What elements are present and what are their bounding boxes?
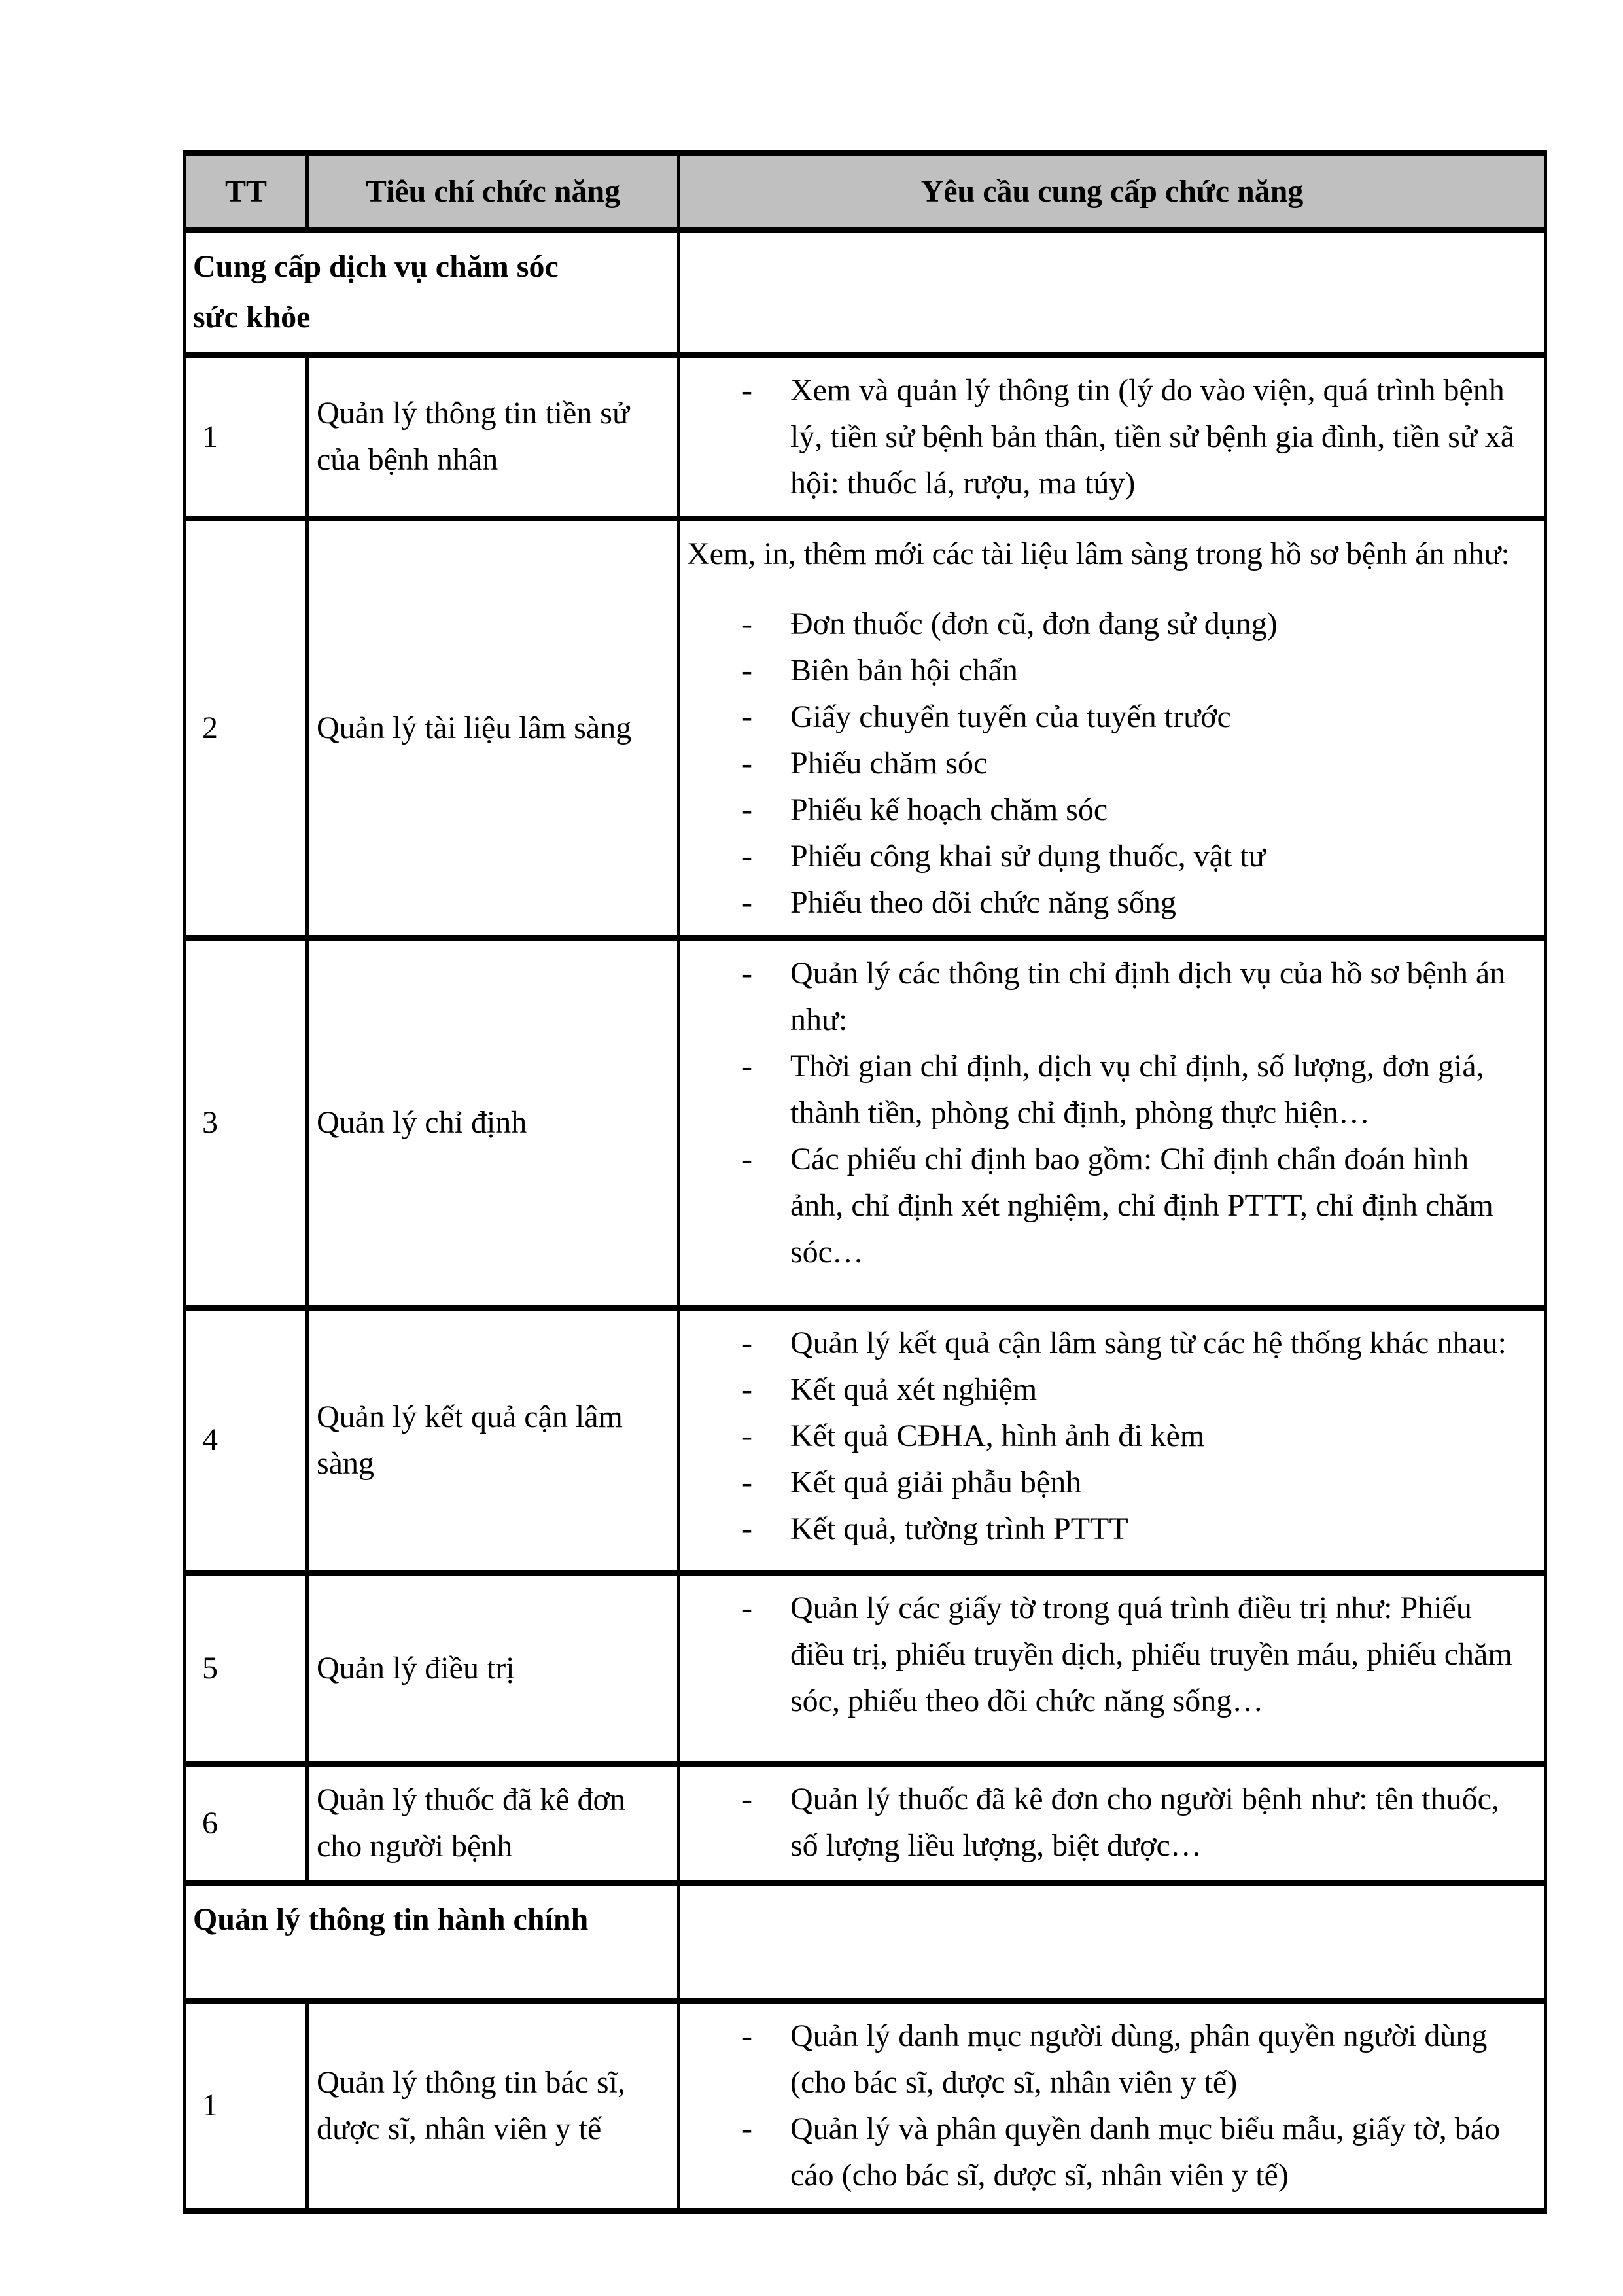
bullet-list [687, 1776, 1518, 1869]
bullet-text: Phiếu chăm sóc [790, 745, 988, 781]
criteria-cell: Quản lý chỉ định [307, 938, 679, 1307]
criteria-cell: Quản lý tài liệu lâm sàng [307, 518, 679, 938]
row-number: 5 [185, 1572, 307, 1763]
bullet-text: Giấy chuyển tuyến của tuyến trước [790, 699, 1231, 734]
bullet-text: Đơn thuốc (đơn cũ, đơn đang sử dụng) [790, 606, 1278, 641]
criteria-cell: Quản lý thuốc đã kê đơn cho người bệnh [307, 1763, 679, 1882]
bullet-item [687, 694, 1518, 740]
bullet-marker: - [742, 1049, 752, 1084]
requirement-cell [679, 1307, 1546, 1572]
bullet-list [687, 601, 1518, 926]
bullet-item [687, 2106, 1518, 2199]
bullet-marker: - [742, 792, 752, 827]
bullet-marker: - [742, 1511, 752, 1547]
bullet-marker: - [742, 1781, 752, 1816]
requirement-cell [679, 2000, 1546, 2210]
bullet-text: Quản lý thuốc đã kê đơn cho người bệnh như: tên thuốc, số lượng liều lượng, biệt dược… [790, 1781, 1499, 1863]
row-number: 4 [185, 1307, 307, 1572]
bullet-marker: - [742, 1142, 752, 1177]
bullet-list [687, 1320, 1518, 1552]
header-cell-tt: TT [185, 154, 307, 230]
table-row [185, 938, 1546, 1307]
criteria-cell: Quản lý điều trị [307, 1572, 679, 1763]
bullet-text: Kết quả giải phẫu bệnh [790, 1465, 1082, 1500]
bullet-item [687, 601, 1518, 647]
section-row-healthcare-services [185, 230, 1546, 355]
row-number: 2 [185, 518, 307, 938]
bullet-item [687, 1043, 1518, 1136]
section-label: Cung cấp dịch vụ chăm sóc sức khỏe [185, 230, 679, 355]
bullet-item [687, 1413, 1518, 1459]
bullet-marker: - [742, 699, 752, 734]
bullet-marker: - [742, 885, 752, 920]
section-empty-cell [679, 230, 1546, 355]
bullet-text: Quản lý kết quả cận lâm sàng từ các hệ thống khác nhau: [790, 1325, 1507, 1360]
bullet-text: Quản lý và phân quyền danh mục biểu mẫu, giấy tờ, báo cáo (cho bác sĩ, dược sĩ, nhân viên y tế) [790, 2111, 1501, 2193]
bullet-list [687, 950, 1518, 1275]
bullet-marker: - [742, 838, 752, 874]
bullet-text: Phiếu kế hoạch chăm sóc [790, 792, 1108, 827]
bullet-list [687, 367, 1518, 506]
bullet-item [687, 367, 1518, 506]
bullet-text: Thời gian chỉ định, dịch vụ chỉ định, số lượng, đơn giá, thành tiền, phòng chỉ định, phòng thực hiện… [790, 1049, 1484, 1131]
row-number: 3 [185, 938, 307, 1307]
table-row [185, 1572, 1546, 1763]
bullet-item [687, 740, 1518, 786]
bullet-item [687, 833, 1518, 879]
bullet-item [687, 1320, 1518, 1366]
bullet-item [687, 1776, 1518, 1869]
bullet-item [687, 1136, 1518, 1275]
bullet-text: Kết quả xét nghiệm [790, 1371, 1038, 1407]
requirement-intro: Xem, in, thêm mới các tài liệu lâm sàng trong hồ sơ bệnh án như: [687, 536, 1510, 571]
requirement-cell [679, 518, 1546, 938]
bullet-marker: - [742, 1465, 752, 1500]
requirement-cell [679, 355, 1546, 518]
bullet-text: Quản lý các giấy tờ trong quá trình điều trị như: Phiếu điều trị, phiếu truyền dịch, phiếu truyền máu, phiếu chăm sóc, phiếu theo dõi chức năng sống… [790, 1590, 1512, 1718]
bullet-text: Kết quả CĐHA, hình ảnh đi kèm [790, 1419, 1205, 1453]
bullet-marker: - [742, 745, 752, 781]
table-row [185, 2000, 1546, 2210]
bullet-item [687, 647, 1518, 694]
section-label: Quản lý thông tin hành chính [185, 1882, 679, 2000]
bullet-marker: - [742, 955, 752, 991]
bullet-text: Phiếu theo dõi chức năng sống [790, 885, 1176, 920]
row-number: 1 [185, 2000, 307, 2210]
bullet-marker: - [742, 1325, 752, 1360]
bullet-marker: - [742, 372, 752, 408]
row-number: 1 [185, 355, 307, 518]
table-row [185, 1763, 1546, 1882]
bullet-list [687, 2013, 1518, 2199]
section-empty-cell [679, 1882, 1546, 2000]
bullet-marker: - [742, 1371, 752, 1407]
bullet-text: Biên bản hội chẩn [790, 652, 1018, 688]
requirement-cell [679, 938, 1546, 1307]
bullet-text: Phiếu công khai sử dụng thuốc, vật tư [790, 838, 1266, 874]
table-row [185, 1307, 1546, 1572]
requirement-cell [679, 1763, 1546, 1882]
criteria-cell: Quản lý thông tin bác sĩ, dược sĩ, nhân viên y tế [307, 2000, 679, 2210]
criteria-cell: Quản lý kết quả cận lâm sàng [307, 1307, 679, 1572]
bullet-list [687, 1585, 1518, 1724]
criteria-cell: Quản lý thông tin tiền sử của bệnh nhân [307, 355, 679, 518]
bullet-item [687, 879, 1518, 926]
bullet-text: Xem và quản lý thông tin (lý do vào viện, quá trình bệnh lý, tiền sử bệnh bản thân, tiền sử bệnh gia đình, tiền sử xã hội: thuốc lá, rượu, ma túy) [790, 372, 1515, 501]
requirements-table [183, 150, 1547, 2214]
bullet-marker: - [742, 2111, 752, 2146]
table-row [185, 355, 1546, 518]
bullet-marker: - [742, 1590, 752, 1625]
bullet-text: Kết quả, tường trình PTTT [790, 1511, 1128, 1547]
bullet-marker: - [742, 652, 752, 688]
bullet-item [687, 1366, 1518, 1413]
header-cell-criteria: Tiêu chí chức năng [307, 154, 679, 230]
section-row-admin-info [185, 1882, 1546, 2000]
bullet-marker: - [742, 1419, 752, 1453]
bullet-text: Quản lý danh mục người dùng, phân quyền người dùng (cho bác sĩ, dược sĩ, nhân viên y tế) [790, 2018, 1488, 2100]
bullet-item [687, 2013, 1518, 2106]
bullet-item [687, 950, 1518, 1043]
bullet-item [687, 1459, 1518, 1506]
bullet-item [687, 1585, 1518, 1724]
row-number: 6 [185, 1763, 307, 1882]
table-row [185, 518, 1546, 938]
bullet-item [687, 786, 1518, 833]
bullet-item [687, 1506, 1518, 1552]
bullet-marker: - [742, 2018, 752, 2053]
bullet-text: Các phiếu chỉ định bao gồm: Chỉ định chẩn đoán hình ảnh, chỉ định xét nghiệm, chỉ định PTTT, chỉ định chăm sóc… [790, 1142, 1493, 1270]
header-cell-requirement: Yêu cầu cung cấp chức năng [679, 154, 1546, 230]
table-header-row [185, 154, 1546, 230]
bullet-text: Quản lý các thông tin chỉ định dịch vụ của hồ sơ bệnh án như: [790, 955, 1506, 1037]
bullet-marker: - [742, 606, 752, 641]
requirement-cell [679, 1572, 1546, 1763]
